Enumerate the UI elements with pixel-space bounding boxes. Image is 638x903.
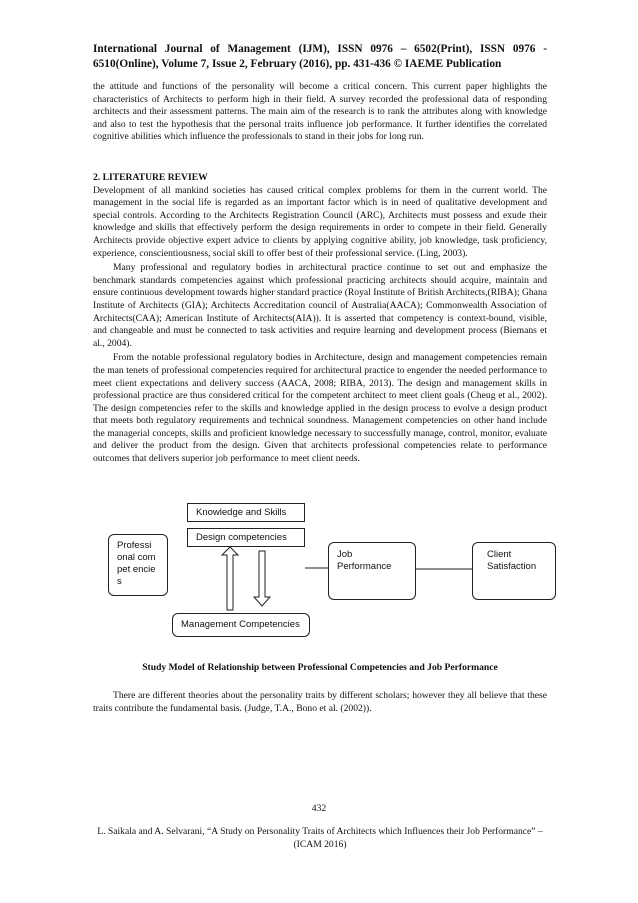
management-competencies-box xyxy=(172,613,310,637)
management-competencies-label: Management Competencies xyxy=(181,619,300,630)
up-arrow-icon xyxy=(222,547,238,610)
review-paragraph-1: Development of all mankind societies has caused critical complex problems for them in the current world. The management in the social life is regarded as an important factor which is in need of qualitative development and special controls. According to the Architects Registration Council (ARC), Architects must possess and exude their knowledge and skills that effectively perform the design requirements in order to compete in their field. Generally Architects provide objective expert advice to clients by applying cognitive ability, job knowledge, task proficiency, experience, conscientiousness, social skill to offer best of their professional service. (Ling, 2003). xyxy=(93,184,547,259)
knowledge-skills-label: Knowledge and Skills xyxy=(196,507,287,518)
figure-caption: Study Model of Relationship between Professional Competencies and Job Performance xyxy=(142,662,498,673)
client-satisfaction-box xyxy=(472,542,556,600)
client-satisfaction-label: Client Satisfaction xyxy=(487,549,537,572)
journal-header: International Journal of Management (IJM), ISSN 0976 – 6502(Print), ISSN 0976 - 6510(Online), Volume 7, Issue 2, February (2016), pp. 431-436 © IAEME Publication xyxy=(93,43,547,70)
design-competencies-label: Design competencies xyxy=(196,532,287,543)
professional-competencies-label: Professi onal compet encies xyxy=(117,540,156,587)
closing-paragraph: There are different theories about the personality traits by different scholars; however they all believe that these traits contribute the fundamental basis. (Judge, T.A., Bono et al. (2002)). xyxy=(93,690,547,714)
intro-section xyxy=(93,81,547,146)
footer-citation: L. Saikala and A. Selvarani, “A Study on Personality Traits of Architects which Influences their Job Performance” – (ICAM 2016) xyxy=(97,826,543,850)
knowledge-skills-box xyxy=(187,503,305,522)
intro-paragraph: the attitude and functions of the personality will become a critical concern. This current paper highlights the characteristics of Architects to perform high in their field. A survey recorded the professional data of responding architects and their assessment patterns. The main aim of the research is to rank the attributes along with knowledge and also to test the hypothesis that the personal traits influence job performance. It further identifies the correlated cognitive abilities which influence the professionals to stand in their jobs for long run. xyxy=(93,81,547,143)
down-arrow-icon xyxy=(254,551,270,606)
design-competencies-box xyxy=(187,528,305,547)
professional-competencies-box xyxy=(108,534,168,596)
review-paragraph-3: From the notable professional regulatory bodies in Architecture, design and management competencies remain the man tenets of professional competencies required for architectural practice to engender the needed performance to meet client expectations and delivery success (AACA, 2008; RIBA, 2013). The design and management skills in professional practice are thus considered critical for the competent architect to meet client goals (Cheug et al., 2002). The design competencies refer to the skills and knowledge applied in the design process to evolve a design product that meets both regulatory requirements and technical soundness. Management competencies on other hand include the managerial concepts, skills and proficient knowledge necessary to successfully manage, control, monitor, evaluate and deliver the product from the design. Given that architects professional competencies relate to performance outcomes that delivers superior job performance to meet client needs. xyxy=(93,352,547,465)
job-performance-box xyxy=(328,542,416,600)
job-performance-label: Job Performance xyxy=(337,549,392,572)
section-title: 2. LITERATURE REVIEW xyxy=(93,172,208,183)
closing-section xyxy=(93,690,547,717)
review-paragraph-2: Many professional and regulatory bodies in architectural practice continue to set out and emphasize the benchmark standards competencies against which professional practicing architects should acquire, maintain and ensure continuous development towards higher standard practice (Royal Institute of British Architects,(RIBA); Ghana Institute of Architects (GIA); Architects Accreditation council of Australia(AACA); Commonwealth Association of Architects(CAA); American Institute of Architects(AIA)). It is asserted that competency is context-bound, visible, and changeable and must be connected to task activities and require learning and development process (Biemans et al., 2004). xyxy=(93,262,547,349)
page-number: 432 xyxy=(311,803,327,814)
literature-review-section xyxy=(93,172,547,468)
